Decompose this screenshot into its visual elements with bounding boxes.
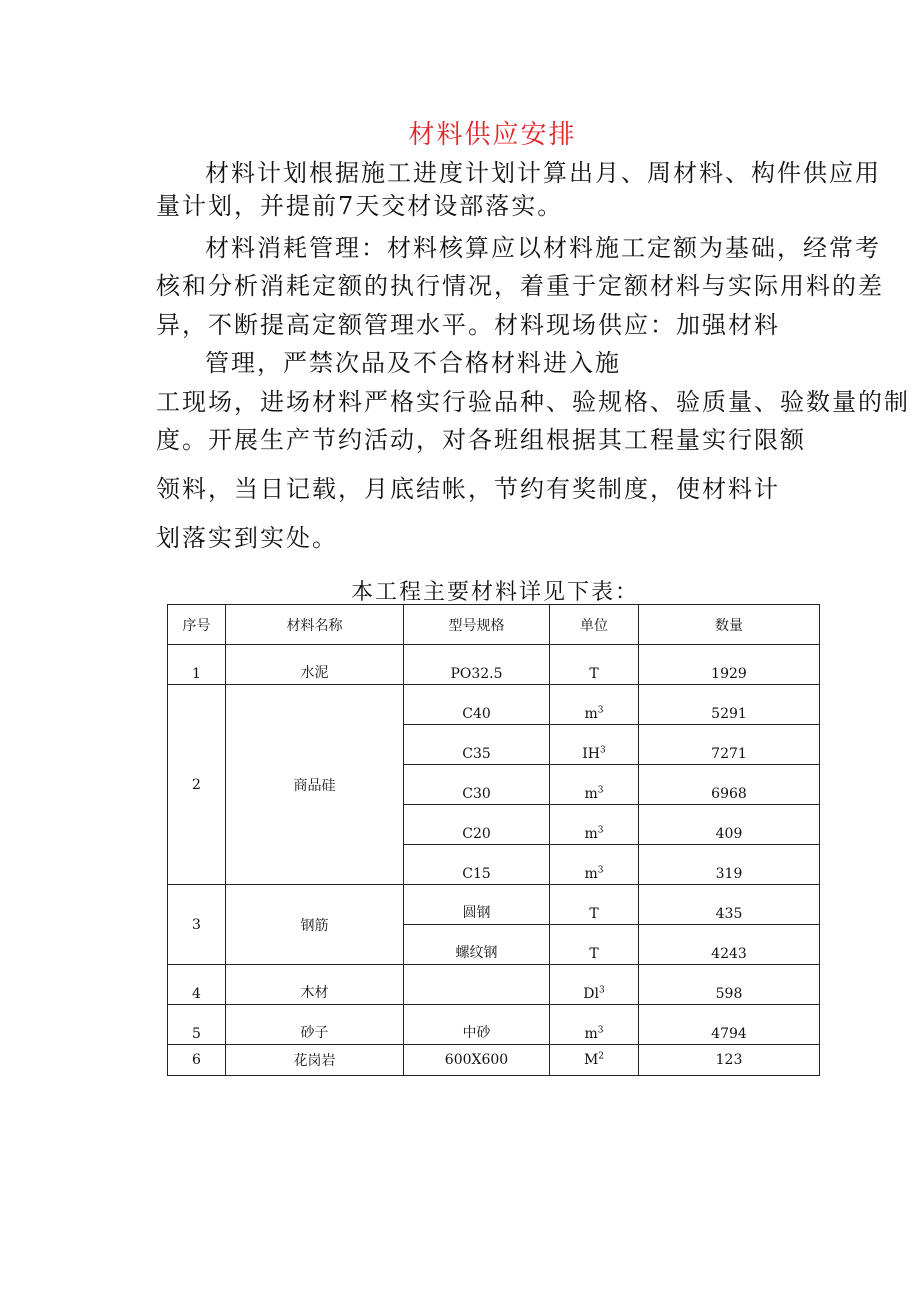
row-unit: $M^2$	[550, 1045, 639, 1076]
row-name: 砂子	[226, 1005, 404, 1045]
row-qty: 1929	[639, 645, 820, 685]
row-qty: 7271	[639, 725, 820, 765]
header-name: 材料名称	[226, 605, 404, 645]
row-spec: C20	[404, 805, 550, 845]
row-unit: T	[550, 645, 639, 685]
header-no: 序号	[168, 605, 226, 645]
row-no: 3	[168, 885, 226, 965]
table-row	[168, 685, 820, 725]
table-row	[168, 1045, 820, 1076]
paragraph-2-line-4: 管理，严禁次品及不合格材料进入施	[205, 349, 621, 377]
row-unit: $m^3$	[550, 805, 639, 845]
paragraph-1-line-1: 材料计划根据施工进度计划计算出月、周材料、构件供应用	[205, 159, 881, 187]
row-name: 商品硅	[226, 685, 404, 885]
row-spec: C30	[404, 765, 550, 805]
paragraph-2-line-5: 工现场，进场材料严格实行验品种、验规格、验质量、验数量的制	[156, 388, 910, 416]
row-qty: 409	[639, 805, 820, 845]
paragraph-2-line-7: 领料，当日记载，月底结帐，节约有奖制度，使材料计	[156, 475, 780, 503]
table-row	[168, 645, 820, 685]
row-spec: 600X600	[404, 1045, 550, 1076]
row-qty: 123	[639, 1045, 820, 1076]
paragraph-2-line-1: 材料消耗管理：材料核算应以材料施工定额为基础，经常考	[205, 234, 881, 262]
header-unit: 单位	[550, 605, 639, 645]
table-row	[168, 885, 820, 925]
document-title: 材料供应安排	[408, 120, 577, 150]
row-no: 5	[168, 1005, 226, 1045]
table-row	[168, 1005, 820, 1045]
row-spec: 中砂	[404, 1005, 550, 1045]
row-unit: $m^3$	[550, 685, 639, 725]
row-spec: C35	[404, 725, 550, 765]
row-qty: 598	[639, 965, 820, 1005]
row-unit: Dl$^3$	[550, 965, 639, 1005]
row-unit: $m^3$	[550, 845, 639, 885]
paragraph-1-line-2: 量计划，并提前7天交材设部落实。	[156, 192, 564, 220]
row-no: 4	[168, 965, 226, 1005]
header-spec: 型号规格	[404, 605, 550, 645]
paragraph-2-line-2: 核和分析消耗定额的执行情况，着重于定额材料与实际用料的差	[156, 272, 884, 300]
row-spec: 圆钢	[404, 885, 550, 925]
row-no: 1	[168, 645, 226, 685]
row-unit: T	[550, 925, 639, 965]
row-qty: 435	[639, 885, 820, 925]
row-unit: $m^3$	[550, 1005, 639, 1045]
row-spec: 螺纹钢	[404, 925, 550, 965]
row-name: 钢筋	[226, 885, 404, 965]
row-name: 木材	[226, 965, 404, 1005]
paragraph-2-line-8: 划落实到实处。	[156, 524, 338, 552]
row-qty: 4794	[639, 1005, 820, 1045]
row-no: 6	[168, 1045, 226, 1076]
row-qty: 5291	[639, 685, 820, 725]
row-unit: $m^3$	[550, 765, 639, 805]
row-spec	[404, 965, 550, 1005]
row-name: 花岗岩	[226, 1045, 404, 1076]
paragraph-2-line-3: 异，不断提高定额管理水平。材料现场供应：加强材料	[156, 311, 780, 339]
row-spec: PO32.5	[404, 645, 550, 685]
row-no: 2	[168, 685, 226, 885]
row-spec: C40	[404, 685, 550, 725]
table-header-row	[168, 605, 820, 645]
row-qty: 4243	[639, 925, 820, 965]
paragraph-2-line-6: 度。开展生产节约活动，对各班组根据其工程量实行限额	[156, 426, 806, 454]
header-qty: 数量	[639, 605, 820, 645]
row-unit: $IH^3$	[550, 725, 639, 765]
materials-table	[167, 604, 820, 1076]
row-name: 水泥	[226, 645, 404, 685]
table-row	[168, 965, 820, 1005]
row-unit: T	[550, 885, 639, 925]
row-qty: 319	[639, 845, 820, 885]
row-spec: C15	[404, 845, 550, 885]
row-qty: 6968	[639, 765, 820, 805]
table-caption: 本工程主要材料详见下表：	[350, 580, 639, 605]
